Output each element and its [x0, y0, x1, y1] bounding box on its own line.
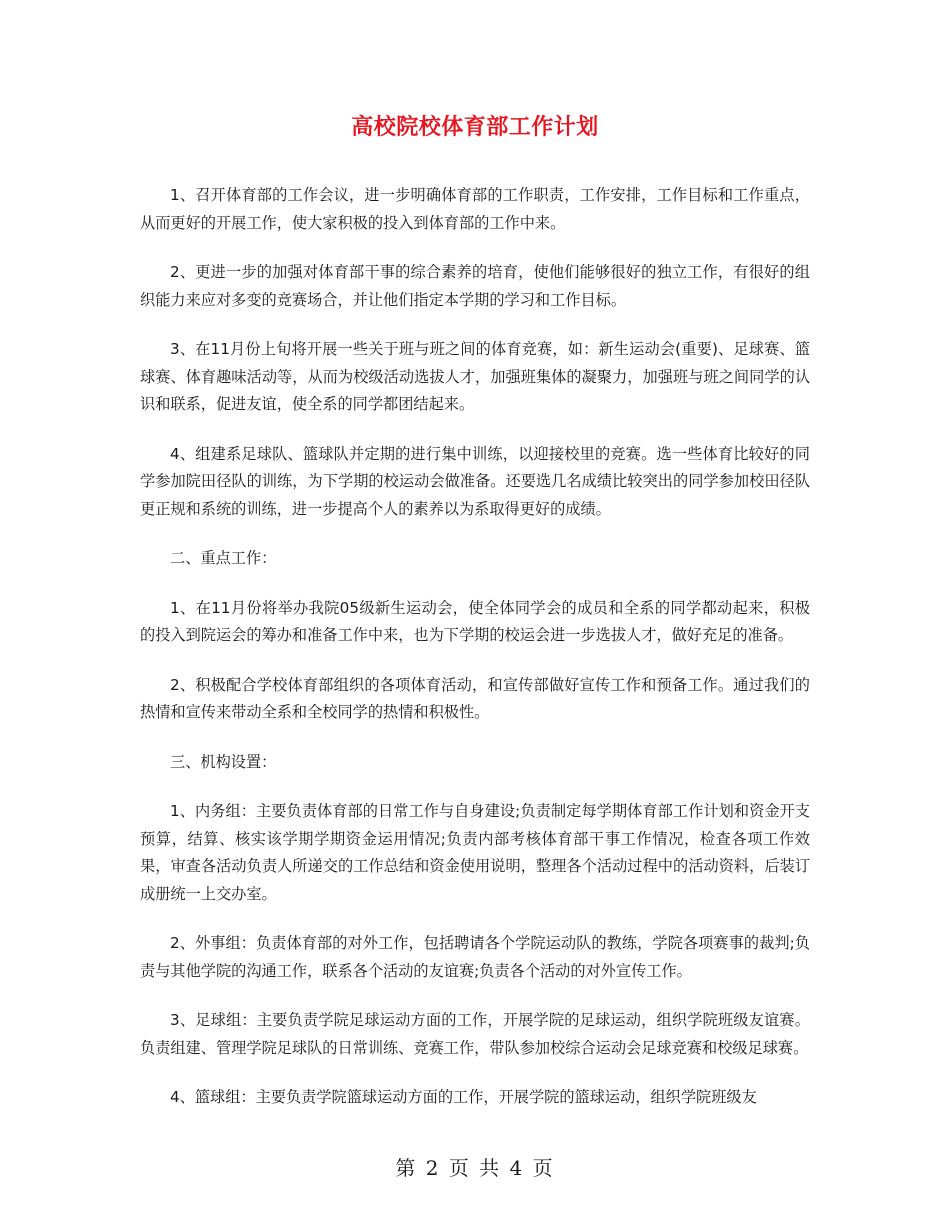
key-work-paragraph-2: 2、积极配合学校体育部组织的各项体育活动，和宣传部做好宣传工作和预备工作。通过我们的热情和宣传来带动全系和全校同学的热情和积极性。: [140, 675, 810, 721]
organization-paragraph-4: 4、篮球组：主要负责学院篮球运动方面的工作，开展学院的篮球运动，组织学院班级友: [170, 1088, 757, 1106]
paragraph-4: 4、组建系足球队、篮球队并定期的进行集中训练，以迎接校里的竞赛。选一些体育比较好的同学参加院田径队的训练，为下学期的校运动会做准备。还要选几名成绩比较突出的同学参加校田径队更正规和系统的训练，进一步提高个人的素养以为系取得更好的成绩。: [140, 444, 810, 518]
organization-paragraph-2: 2、外事组：负责体育部的对外工作，包括聘请各个学院运动队的教练，学院各项赛事的裁判;负责与其他学院的沟通工作，联系各个活动的友谊赛;负责各个活动的对外宣传工作。: [140, 934, 810, 980]
paragraph-2: 2、更进一步的加强对体育部干事的综合素养的培育，使他们能够很好的独立工作，有很好的组织能力来应对多变的竞赛场合，并让他们指定本学期的学习和工作目标。: [140, 263, 810, 309]
paragraph-3: 3、在11月份上旬将开展一些关于班与班之间的体育竞赛，如：新生运动会(重要)、足球赛、篮球赛、体育趣味活动等，从而为校级活动选拔人才，加强班集体的凝聚力，加强班与班之间同学的认识和联系，促进友谊，使全系的同学都团结起来。: [140, 340, 810, 413]
page-title: 高校院校体育部工作计划: [351, 115, 599, 140]
section-heading-organization: 三、机构设置：: [170, 752, 277, 771]
document-body: [140, 182, 810, 1134]
paragraph-1: 1、召开体育部的工作会议，进一步明确体育部的工作职责，工作安排，工作目标和工作重点，从而更好的开展工作，使大家积极的投入到体育部的工作中来。: [140, 186, 810, 232]
organization-paragraph-3: 3、足球组：主要负责学院足球运动方面的工作，开展学院的足球运动，组织学院班级友谊赛。负责组建、管理学院足球队的日常训练、竞赛工作，带队参加校综合运动会足球竞赛和校级足球赛。: [140, 1011, 810, 1057]
organization-paragraph-1: 1、内务组：主要负责体育部的日常工作与自身建设;负责制定每学期体育部工作计划和资金开支预算，结算、核实该学期学期资金运用情况;负责内部考核体育部干事工作情况，检查各项工作效果，审查各活动负责人所递交的工作总结和资金使用说明，整理各个活动过程中的活动资料，后装订成册统一上交办室。: [140, 802, 810, 903]
page-number-footer: 第 2 页 共 4 页: [395, 1156, 555, 1180]
key-work-paragraph-1: 1、在11月份将举办我院05级新生运动会，使全体同学会的成员和全系的同学都动起来，积极的投入到院运会的筹办和准备工作中来，也为下学期的校运会进一步选拔人才，做好充足的准备。: [140, 598, 810, 644]
section-heading-key-work: 二、重点工作：: [170, 549, 277, 567]
